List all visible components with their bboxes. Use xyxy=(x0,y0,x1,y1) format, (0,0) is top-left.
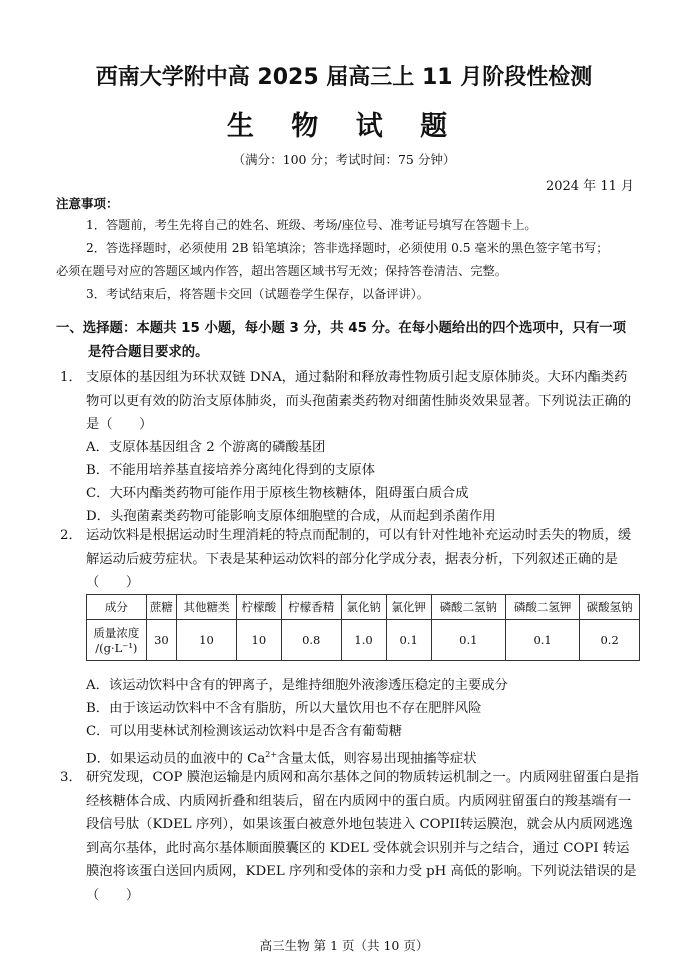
table-row xyxy=(87,620,640,661)
q2-option-d-sup: 2+ xyxy=(265,750,278,759)
table-header-row xyxy=(87,595,640,620)
question-3 xyxy=(60,766,640,907)
section-heading-line2: 是符合题目要求的。 xyxy=(88,345,209,360)
exam-date: 2024 年 11 月 xyxy=(545,179,634,194)
table-row-label xyxy=(87,620,147,661)
question-number: 3． xyxy=(60,770,82,785)
table-header-cell: 柠檬香精 xyxy=(281,595,341,620)
table-cell: 0.1 xyxy=(386,620,431,661)
q1-option-d: D．头孢菌素类药物可能影响支原体细胞壁的合成，从而起到杀菌作用 xyxy=(86,509,496,524)
table-header-cell: 磷酸二氢钾 xyxy=(505,595,579,620)
notice-item-2: 2．答选择题时，必须使用 2B 铅笔填涂；答非选择题时，必须使用 0.5 毫米的黑色签字笔书写； xyxy=(86,241,609,255)
q2-option-d-pre: D．如果运动员的血液中的 Ca xyxy=(86,751,266,767)
table-cell: 10 xyxy=(236,620,281,661)
table-header-cell: 碳酸氢钠 xyxy=(580,595,640,620)
table-header-cell: 氯化钠 xyxy=(341,595,386,620)
table-header-cell: 蔗糖 xyxy=(146,595,176,620)
table-cell: 1.0 xyxy=(341,620,386,661)
q2-option-a: A．该运动饮料中含有的钾离子，是维持细胞外液渗透压稳定的主要成分 xyxy=(86,678,508,693)
row-label-line2: /(g·L⁻¹) xyxy=(95,641,138,655)
q2-option-c: C．可以用斐林试剂检测该运动饮料中是否含有葡萄糖 xyxy=(86,724,403,739)
subject-title: 生 物 试 题 xyxy=(226,111,462,142)
table-cell: 10 xyxy=(177,620,237,661)
score-time-line: （满分：100 分；考试时间：75 分钟） xyxy=(232,152,456,167)
table-cell: 0.1 xyxy=(505,620,579,661)
question-stem: 运动饮料是根据运动时生理消耗的特点而配制的，可以有针对性地补充运动时丢失的物质，缓解运动后疲劳症状。下表是某种运动饮料的部分化学成分表，据表分析，下列叙述正确的是（ ） xyxy=(86,528,632,590)
notice-item-1: 1．答题前，考生先将自己的姓名、班级、考场/座位号、准考证号填写在答题卡上。 xyxy=(86,218,537,232)
question-stem: 研究发现，COP 膜泡运输是内质网和高尔基体之间的物质转运机制之一。内质网驻留蛋白是指经核糖体合成、内质网折叠和组装后，留在内质网中的蛋白质。内质网驻留蛋白的羧基端有一段信号肽（KDEL 序列），如果该蛋白被意外地包装进入 COPII转运膜泡，就会从内质网逃逸到高尔基体，此时高尔基体顺面膜囊区的 KDEL 受体就会识别并与之结合，通过 COPI 转运膜泡将该蛋白送回内质网，KDEL 序列和受体的亲和力受 pH 高低的影响。下列说法错误的是（ ） xyxy=(86,770,639,903)
q1-option-a: A．支原体基因组含 2 个游离的磷酸基团 xyxy=(86,440,326,455)
section-heading-line1: 一、选择题：本题共 15 小题，每小题 3 分，共 45 分。在每小题给出的四个选项中，只有一项 xyxy=(56,321,627,336)
table-header-cell: 柠檬酸 xyxy=(236,595,281,620)
table-header-cell: 氯化钾 xyxy=(386,595,431,620)
notice-heading: 注意事项： xyxy=(56,196,119,211)
section-heading xyxy=(56,317,646,365)
table-header-cell: 成分 xyxy=(87,595,147,620)
table-cell: 0.8 xyxy=(281,620,341,661)
question-stem: 支原体的基因组为环状双链 DNA，通过黏附和释放毒性物质引起支原体肺炎。大环内酯类药物可以更有效的防治支原体肺炎，而头孢菌素类药物对细菌性肺炎效果显著。下列说法正确的是（ ） xyxy=(86,370,632,432)
question-number: 2． xyxy=(60,528,82,543)
page-footer: 高三生物 第 1 页（共 10 页） xyxy=(259,938,429,953)
table-cell: 0.2 xyxy=(580,620,640,661)
q1-option-b: B．不能用培养基直接培养分离纯化得到的支原体 xyxy=(86,463,376,478)
q1-option-c: C．大环内酯类药物可能作用于原核生物核糖体，阻碍蛋白质合成 xyxy=(86,486,469,501)
table-header-cell: 其他糖类 xyxy=(177,595,237,620)
question-2 xyxy=(60,524,640,595)
notice-item-3: 3．考试结束后，将答题卡交回（试题卷学生保存，以备评讲）。 xyxy=(86,287,429,301)
q2-option-b: B．由于该运动饮料中不含有脂肪，所以大量饮用也不存在肥胖风险 xyxy=(86,701,482,716)
table-header-cell: 磷酸二氢钠 xyxy=(431,595,505,620)
composition-table xyxy=(86,594,640,661)
question-1 xyxy=(60,366,640,437)
row-label-line1: 质量浓度 xyxy=(93,626,140,640)
q2-option-d-post: 含量太低，则容易出现抽搐等症状 xyxy=(277,751,477,767)
table-cell: 0.1 xyxy=(431,620,505,661)
exam-title: 西南大学附中高 2025 届高三上 11 月阶段性检测 xyxy=(95,65,593,90)
question-number: 1． xyxy=(60,370,82,385)
table-cell: 30 xyxy=(146,620,176,661)
notice-item-2-cont: 必须在题号对应的答题区域内作答，超出答题区域书写无效；保持答卷清洁、完整。 xyxy=(56,264,507,278)
